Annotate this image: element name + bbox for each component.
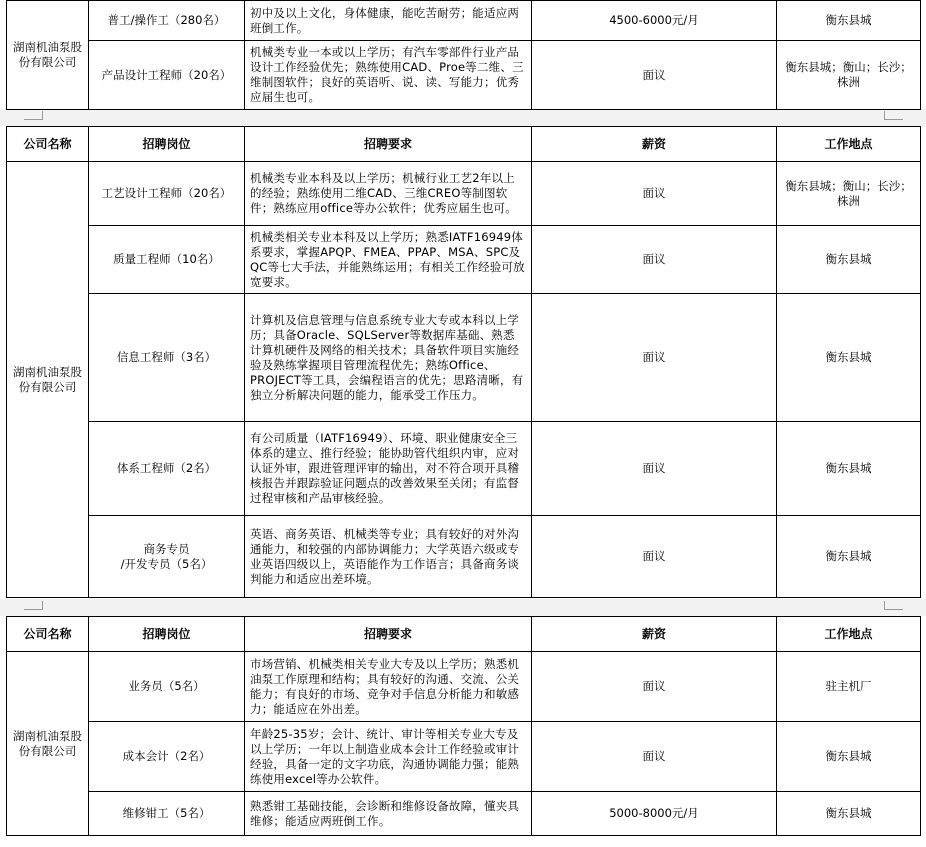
table-row (7, 226, 921, 294)
job-table-3 (6, 616, 921, 836)
salary-cell: 4500-6000元/月 (532, 1, 777, 41)
company-cell: 湖南机油泵股份有限公司 (7, 652, 89, 836)
job-table-1 (6, 0, 921, 110)
position-cell: 工艺设计工程师（20名） (89, 162, 245, 226)
salary-cell: 面议 (532, 652, 777, 722)
corner-mark (24, 111, 43, 120)
requirement-cell: 英语、商务英语、机械类等专业；具有较好的对外沟通能力，和较强的内部协调能力；大学英语六级或专业英语四级以上，英语能作为工作语言；具备商务谈判能力和适应出差环境。 (245, 516, 532, 598)
position-cell: 体系工程师（2名） (89, 422, 245, 516)
requirement-cell: 机械类相关专业本科及以上学历；熟悉IATF16949体系要求，掌握APQP、FMEA、PPAP、MSA、SPC及QC等七大手法，并能熟练运用；有相关工作经验可放宽要求。 (245, 226, 532, 294)
location-cell: 衡东县城；衡山；长沙；株洲 (777, 162, 921, 226)
position-cell: 产品设计工程师（20名） (89, 41, 245, 110)
salary-cell: 面议 (532, 294, 777, 422)
location-cell: 衡东县城 (777, 792, 921, 836)
table-row (7, 652, 921, 722)
position-cell: 信息工程师（3名） (89, 294, 245, 422)
table-row (7, 422, 921, 516)
corner-mark (24, 601, 43, 610)
salary-cell: 5000-8000元/月 (532, 792, 777, 836)
requirement-cell: 有公司质量（IATF16949）、环境、职业健康安全三体系的建立、推行经验；能协助管代组织内审，应对认证外审，跟进管理评审的输出，对不符合项开具稽核报告并跟踪验证问题点的改善效果至关闭；有监督过程审核和产品审核经验。 (245, 422, 532, 516)
position-cell: 维修钳工（5名） (89, 792, 245, 836)
header-position: 招聘岗位 (89, 617, 245, 652)
salary-cell: 面议 (532, 422, 777, 516)
header-salary: 薪资 (532, 617, 777, 652)
page-break-1 (0, 109, 926, 126)
header-salary: 薪资 (532, 127, 777, 162)
location-cell: 衡东县城 (777, 722, 921, 792)
position-cell: 质量工程师（10名） (89, 226, 245, 294)
header-location: 工作地点 (777, 617, 921, 652)
page-break-2 (0, 599, 926, 616)
position-cell: 普工/操作工（280名） (89, 1, 245, 41)
location-cell: 衡东县城 (777, 516, 921, 598)
table-row (7, 516, 921, 598)
requirement-cell: 机械类专业一本或以上学历；有汽车零部件行业产品设计工作经验优先；熟练使用CAD、Proe等二维、三维制图软件；良好的英语听、说、读、写能力；优秀应届生也可。 (245, 41, 532, 110)
table-row (7, 1, 921, 41)
company-cell: 湖南机油泵股份有限公司 (7, 1, 89, 110)
table-row (7, 792, 921, 836)
table-row (7, 162, 921, 226)
job-table-2 (6, 126, 921, 598)
header-row (7, 127, 921, 162)
header-row (7, 617, 921, 652)
table-row (7, 294, 921, 422)
location-cell: 驻主机厂 (777, 652, 921, 722)
salary-cell: 面议 (532, 722, 777, 792)
location-cell: 衡东县城；衡山；长沙；株洲 (777, 41, 921, 110)
position-cell: 成本会计（2名） (89, 722, 245, 792)
position-cell (89, 516, 245, 598)
location-cell: 衡东县城 (777, 226, 921, 294)
requirement-cell: 初中及以上文化，身体健康，能吃苦耐劳；能适应两班倒工作。 (245, 1, 532, 41)
corner-mark (884, 111, 903, 120)
requirement-cell: 机械类专业本科及以上学历；机械行业工艺2年以上的经验；熟练使用二维CAD、三维CREO等制图软件；熟练应用office等办公软件；优秀应届生也可。 (245, 162, 532, 226)
company-cell: 湖南机油泵股份有限公司 (7, 162, 89, 598)
header-company: 公司名称 (7, 617, 89, 652)
position-line-2: /开发专员（5名） (120, 556, 213, 571)
salary-cell: 面议 (532, 516, 777, 598)
location-cell: 衡东县城 (777, 1, 921, 41)
requirement-cell: 计算机及信息管理与信息系统专业大专或本科以上学历；具备Oracle、SQLServer等数据库基础、熟悉计算机硬件及网络的相关技术；具备软件项目实施经验及熟练掌握项目管理流程优先；熟练Office、PROJECT等工具，会编程语言的优先；思路清晰，有独立分析解决问题的能力，能承受工作压力。 (245, 294, 532, 422)
location-cell: 衡东县城 (777, 422, 921, 516)
position-line-1: 商务专员 (143, 541, 190, 556)
corner-mark (884, 601, 903, 610)
table-row (7, 722, 921, 792)
header-location: 工作地点 (777, 127, 921, 162)
salary-cell: 面议 (532, 162, 777, 226)
salary-cell: 面议 (532, 41, 777, 110)
requirement-cell: 年龄25-35岁；会计、统计、审计等相关专业大专及以上学历；一年以上制造业成本会计工作经验或审计经验，具备一定的文字功底，沟通协调能力强；能熟练使用excel等办公软件。 (245, 722, 532, 792)
location-cell: 衡东县城 (777, 294, 921, 422)
requirement-cell: 市场营销、机械类相关专业大专及以上学历；熟悉机油泵工作原理和结构；具有较好的沟通、交流、公关能力；有良好的市场、竞争对手信息分析能力和敏感力；能适应在外出差。 (245, 652, 532, 722)
requirement-cell: 熟悉钳工基础技能，会诊断和维修设备故障，懂夹具维修；能适应两班倒工作。 (245, 792, 532, 836)
header-company: 公司名称 (7, 127, 89, 162)
table-row (7, 41, 921, 110)
header-requirement: 招聘要求 (245, 617, 532, 652)
header-requirement: 招聘要求 (245, 127, 532, 162)
salary-cell: 面议 (532, 226, 777, 294)
position-cell: 业务员（5名） (89, 652, 245, 722)
header-position: 招聘岗位 (89, 127, 245, 162)
